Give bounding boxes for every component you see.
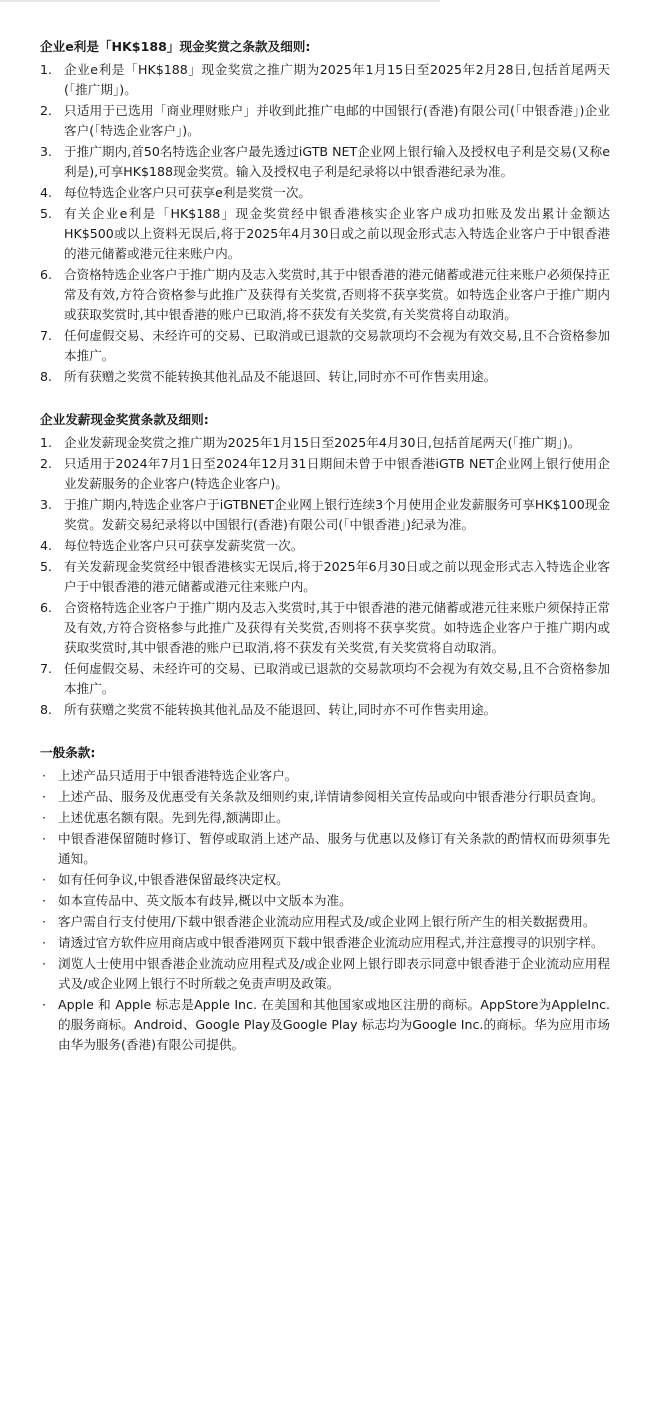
item-number: 7. <box>40 661 53 676</box>
list-item <box>40 787 610 807</box>
list-item <box>40 142 610 182</box>
list-item <box>40 659 610 699</box>
item-text: 合资格特选企业客户于推广期内及志入奖赏时,其于中银香港的港元储蓄或港元往来账户须保持正常及有效,方符合资格参与此推广及获得有关奖赏,否则将不获享奖赏。如特选企业客户于推广期内或获取奖赏时,其中银香港的账户已取消,将不获发有关奖赏,有关奖赏将自动取消。 <box>64 600 610 655</box>
list-item <box>40 101 610 141</box>
list-item <box>40 557 610 597</box>
bullet-icon: · <box>42 831 47 846</box>
item-text: 如本宣传品中、英文版本有歧异,概以中文版本为准。 <box>58 893 352 908</box>
item-text: 有关发薪现金奖赏经中银香港核实无误后,将于2025年6月30日或之前以现金形式志入特选企业客户于中银香港的港元储蓄或港元往来账户内。 <box>64 559 610 594</box>
list-item <box>40 433 610 453</box>
item-number: 2. <box>40 456 53 471</box>
item-number: 4. <box>40 538 53 553</box>
item-text: 所有获赠之奖赏不能转换其他礼品及不能退回、转让,同时亦不可作售卖用途。 <box>64 369 497 384</box>
general-terms-section <box>40 742 610 1055</box>
item-number: 7. <box>40 328 53 343</box>
bullet-list <box>40 766 610 1055</box>
item-text: 合资格特选企业客户于推广期内及志入奖赏时,其于中银香港的港元储蓄或港元往来账户必须保持正常及有效,方符合资格参与此推广及获得有关奖赏,否则将不获享奖赏。如特选企业客户于推广期内或获取奖赏时,其中银香港的账户已取消,将不获发有关奖赏,有关奖赏将自动取消。 <box>64 267 610 322</box>
list-item <box>40 808 610 828</box>
item-text: 客户需自行支付使用/下载中银香港企业流动应用程式及/或企业网上银行所产生的相关数据费用。 <box>58 914 596 929</box>
payroll-terms-section <box>40 409 610 720</box>
list-item <box>40 954 610 994</box>
bullet-icon: · <box>42 956 47 971</box>
item-number: 4. <box>40 185 53 200</box>
item-text: 浏览人士使用中银香港企业流动应用程式及/或企业网上银行即表示同意中银香港于企业流动应用程式及/或企业网上银行不时所载之免责声明及政策。 <box>58 956 610 991</box>
item-number: 1. <box>40 62 53 77</box>
item-number: 1. <box>40 435 53 450</box>
item-number: 3. <box>40 497 53 512</box>
list-item <box>40 891 610 911</box>
bullet-icon: · <box>42 789 47 804</box>
item-number: 8. <box>40 702 53 717</box>
item-text: 中银香港保留随时修订、暂停或取消上述产品、服务与优惠以及修订有关条款的酌情权而毋须事先通知。 <box>58 831 610 866</box>
list-item <box>40 60 610 100</box>
list-item <box>40 870 610 890</box>
item-number: 5. <box>40 206 53 221</box>
list-item <box>40 454 610 494</box>
item-text: 上述优惠名额有限。先到先得,额满即止。 <box>58 810 289 825</box>
list-item <box>40 204 610 264</box>
list-item <box>40 912 610 932</box>
list-item <box>40 495 610 535</box>
item-text: 请透过官方软件应用商店或中银香港网页下载中银香港企业流动应用程式,并注意搜寻的识别字样。 <box>58 935 604 950</box>
section-title: 企业发薪现金奖赏条款及细则: <box>40 412 209 427</box>
section-title: 一般条款: <box>40 745 96 760</box>
list-item <box>40 598 610 658</box>
item-number: 6. <box>40 267 53 282</box>
bullet-icon: · <box>42 935 47 950</box>
list-item <box>40 265 610 325</box>
e-red-packet-terms-section <box>40 36 610 387</box>
bullet-icon: · <box>42 893 47 908</box>
item-text: 如有任何争议,中银香港保留最终决定权。 <box>58 872 289 887</box>
list-item <box>40 536 610 556</box>
list-item <box>40 829 610 869</box>
list-item <box>40 326 610 366</box>
item-text: 只适用于2024年7月1日至2024年12月31日期间未曾于中银香港iGTB NET企业网上银行使用企业发薪服务的企业客户(特选企业客户)。 <box>64 456 610 491</box>
bullet-icon: · <box>42 810 47 825</box>
item-number: 5. <box>40 559 53 574</box>
item-text: 企业e利是「HK$188」现金奖赏之推广期为2025年1月15日至2025年2月28日,包括首尾两天(「推广期」)。 <box>64 62 610 97</box>
list-item <box>40 367 610 387</box>
item-text: 于推广期内,特选企业客户于iGTBNET企业网上银行连续3个月使用企业发薪服务可享HK$100现金奖赏。发薪交易纪录将以中国银行(香港)有限公司(「中银香港」)纪录为准。 <box>64 497 610 532</box>
list-item <box>40 183 610 203</box>
bullet-icon: · <box>42 768 47 783</box>
item-number: 6. <box>40 600 53 615</box>
item-text: 只适用于已选用「商业理财账户」并收到此推广电邮的中国银行(香港)有限公司(「中银香港」)企业客户(「特选企业客户」)。 <box>64 103 610 138</box>
numbered-list <box>40 433 610 720</box>
item-text: 每位特选企业客户只可获享发薪奖赏一次。 <box>64 538 304 553</box>
item-number: 2. <box>40 103 53 118</box>
item-text: 每位特选企业客户只可获享e利是奖赏一次。 <box>64 185 312 200</box>
item-text: 上述产品只适用于中银香港特选企业客户。 <box>58 768 298 783</box>
item-text: 有关企业e利是「HK$188」现金奖赏经中银香港核实企业客户成功扣账及发出累计金额达HK$500或以上资料无误后,将于2025年4月30日或之前以现金形式志入特选企业客户于中银香港的港元储蓄或港元往来账户内。 <box>64 206 610 261</box>
list-item <box>40 766 610 786</box>
list-item <box>40 995 610 1055</box>
item-number: 8. <box>40 369 53 384</box>
section-title: 企业e利是「HK$188」现金奖赏之条款及细则: <box>40 39 311 54</box>
item-text: 于推广期内,首50名特选企业客户最先透过iGTB NET企业网上银行输入及授权电子利是交易(又称e利是),可享HK$188现金奖赏。输入及授权电子利是纪录将以中银香港纪录为准。 <box>64 144 610 179</box>
list-item <box>40 933 610 953</box>
list-item <box>40 700 610 720</box>
bullet-icon: · <box>42 914 47 929</box>
bullet-icon: · <box>42 997 47 1012</box>
item-number: 3. <box>40 144 53 159</box>
item-text: 任何虚假交易、未经许可的交易、已取消或已退款的交易款项均不会视为有效交易,且不合资格参加本推广。 <box>64 328 610 363</box>
item-text: 企业发薪现金奖赏之推广期为2025年1月15日至2025年4月30日,包括首尾两天(「推广期」)。 <box>64 435 581 450</box>
item-text: 上述产品、服务及优惠受有关条款及细则约束,详情请参阅相关宣传品或向中银香港分行职员查询。 <box>58 789 604 804</box>
bullet-icon: · <box>42 872 47 887</box>
item-text: Apple 和 Apple 标志是Apple Inc. 在美国和其他国家或地区注册的商标。AppStore为AppleInc.的服务商标。Android、Google Play及Google Play 标志均为Google Inc.的商标。华为应用市场由华为服务(香港)有限公司提供。 <box>58 997 610 1052</box>
numbered-list <box>40 60 610 387</box>
top-divider <box>0 0 440 2</box>
terms-content <box>40 36 610 1077</box>
item-text: 所有获赠之奖赏不能转换其他礼品及不能退回、转让,同时亦不可作售卖用途。 <box>64 702 497 717</box>
item-text: 任何虚假交易、未经许可的交易、已取消或已退款的交易款项均不会视为有效交易,且不合资格参加本推广。 <box>64 661 610 696</box>
